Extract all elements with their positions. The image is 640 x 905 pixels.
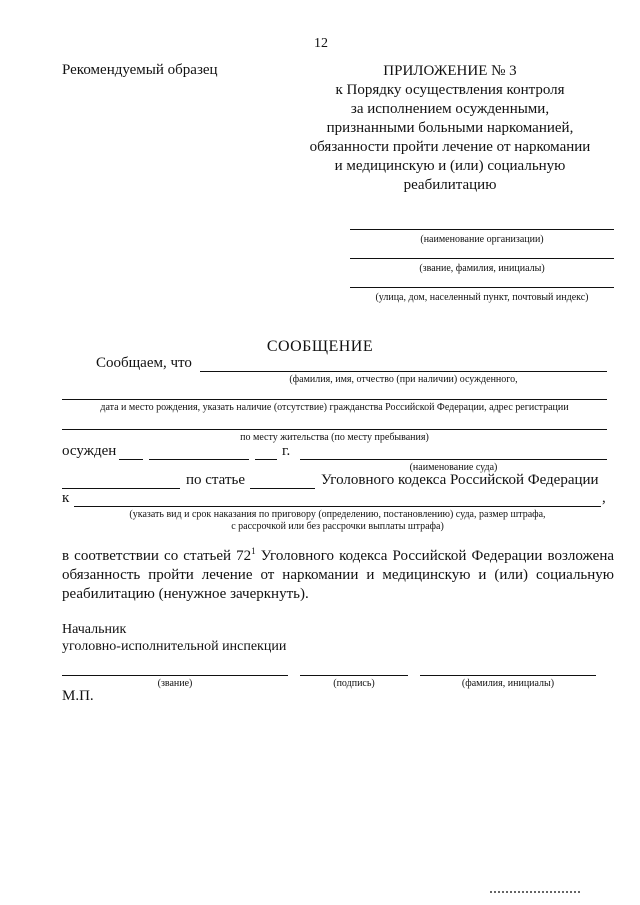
appendix-line: признанными больными наркоманией, <box>326 120 574 136</box>
document-heading: СООБЩЕНИЕ <box>266 338 374 355</box>
criminal-code-label: Уголовного кодекса Российской Федерации <box>321 472 599 488</box>
convicted-label: осужден <box>62 443 117 459</box>
appendix-line: обязанности пройти лечение от наркомании <box>309 139 591 155</box>
punishment-hint-line-1: (указать вид и срок наказания по приговору (определению, постановлению) суда, размер штрафа, <box>129 509 546 520</box>
punishment-hint-line-2: с рассрочкой или без рассрочки выплаты штрафа) <box>231 521 444 532</box>
stamp-place-label: М.П. <box>62 688 94 704</box>
scan-artifact <box>490 891 580 897</box>
convicted-day-field[interactable] <box>119 459 143 460</box>
appendix-block <box>300 62 600 195</box>
signature-hint: (подпись) <box>333 678 375 689</box>
signer-title-line-2: уголовно-исполнительной инспекции <box>62 639 287 654</box>
birth-data-hint: дата и место рождения, указать наличие (отсутствие) гражданства Российской Федерации, адрес регистрации <box>100 402 569 413</box>
article-number-field[interactable] <box>250 488 315 489</box>
signer-name-hint: (фамилия, инициалы) <box>461 678 555 689</box>
signer-name-field[interactable] <box>420 675 596 676</box>
appendix-line: и медицинскую и (или) социальную <box>334 158 566 174</box>
convicted-year-field[interactable] <box>255 459 277 460</box>
appendix-line: реабилитацию <box>403 177 497 193</box>
recommended-sample-label: Рекомендуемый образец <box>62 62 218 78</box>
court-name-field-continued[interactable] <box>62 488 180 489</box>
year-suffix: г. <box>282 443 291 459</box>
obligation-text-part-2: Уголовного кодекса Российской Федерации возложена обязанность пройти лечение от наркомании и медицинскую и (или) социальную реабилитацию (ненужное зачеркнуть). <box>62 548 615 602</box>
rank-name-field-hint: (звание, фамилия, инициалы) <box>419 263 545 274</box>
signature-field[interactable] <box>300 675 408 676</box>
appendix-title: ПРИЛОЖЕНИЕ № 3 <box>383 63 517 79</box>
rank-name-field-line[interactable] <box>350 258 614 259</box>
convicted-month-field[interactable] <box>149 459 249 460</box>
article-label: по статье <box>186 472 245 488</box>
convict-name-hint: (фамилия, имя, отчество (при наличии) осужденного, <box>289 374 518 385</box>
organization-field-line[interactable] <box>350 229 614 230</box>
address-field-line[interactable] <box>350 287 614 288</box>
birth-data-field[interactable] <box>62 399 607 400</box>
to-label: к <box>62 490 70 506</box>
organization-field-hint: (наименование организации) <box>420 234 544 245</box>
address-field-hint: (улица, дом, населенный пункт, почтовый индекс) <box>375 292 589 303</box>
residence-hint: по месту жительства (по месту пребывания) <box>240 432 429 443</box>
inform-label: Сообщаем, что <box>96 355 192 371</box>
appendix-line: к Порядку осуществления контроля <box>335 82 565 98</box>
convict-name-field[interactable] <box>200 371 607 372</box>
punishment-field[interactable] <box>74 506 601 507</box>
appendix-line: за исполнением осужденными, <box>350 101 550 117</box>
signer-title-line-1: Начальник <box>62 622 127 637</box>
signer-rank-hint: (звание) <box>157 678 193 689</box>
page-number: 12 <box>314 36 328 51</box>
court-name-hint: (наименование суда) <box>409 462 498 473</box>
residence-field[interactable] <box>62 429 607 430</box>
signer-rank-field[interactable] <box>62 675 288 676</box>
obligation-text-part-1: в соответствии со статьей 72 <box>62 548 252 564</box>
punishment-comma: , <box>602 490 606 506</box>
obligation-paragraph <box>62 542 614 604</box>
article-superscript: 1 <box>251 546 256 556</box>
court-name-field[interactable] <box>300 459 607 460</box>
